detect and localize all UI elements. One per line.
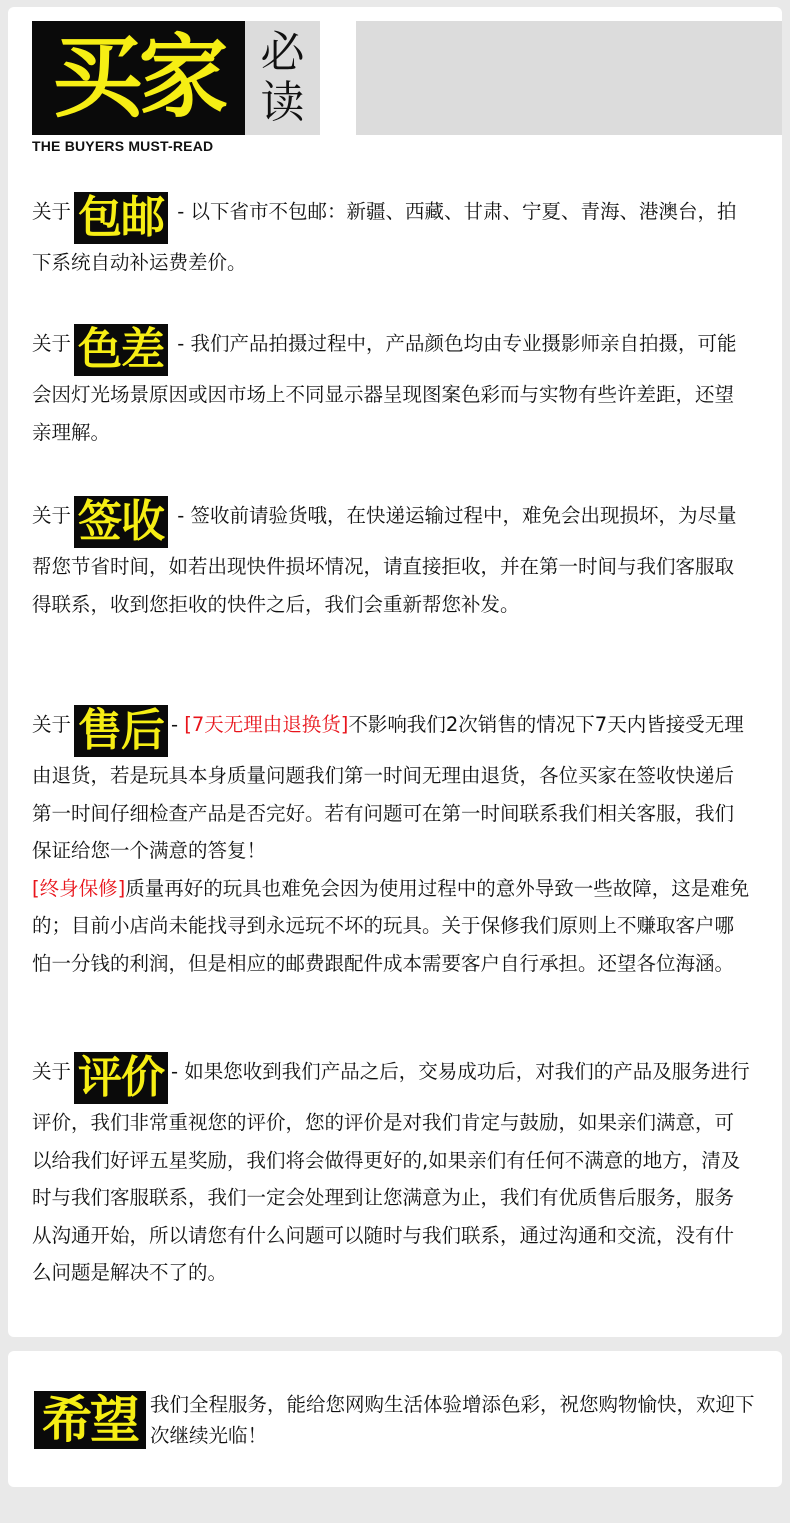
section-prefix: 关于 [32, 1060, 72, 1083]
section-text: 不影响我们2次销售的情况下7天内皆接受无理由退货，若是玩具本身质量问题我们第一时间无理由退货，各位买家在签收快递后第一时间仔细检查产品是否完好。若有问题可在第一时间联系我们相关客服，我们保证给您一个满意的答复！ [32, 713, 744, 862]
section-prefix: 关于 [32, 504, 72, 527]
section-tag: 评价 [74, 1052, 168, 1104]
section-text: - 签收前请验货哦，在快递运输过程中，难免会出现损坏，为尽量帮您节省时间，如若出现快件损坏情况，请直接拒收，并在第一时间与我们客服取得联系，收到您拒收的快件之后，我们会重新帮您补发。 [32, 504, 737, 616]
section-sign-receipt [32, 496, 752, 623]
highlight-lifetime-warranty: [终身保修] [32, 876, 126, 900]
section-after-sales [32, 705, 752, 982]
section-text: - 我们产品拍摄过程中，产品颜色均由专业摄影师亲自拍摄，可能会因灯光场景原因或因市场上不同显示器呈现图案色彩而与实物有些许差距，还望亲理解。 [32, 332, 737, 444]
section-tag: 色差 [74, 324, 168, 376]
footer-text: 我们全程服务，能给您网购生活体验增添色彩，祝您购物愉快，欢迎下次继续光临！ [150, 1393, 755, 1447]
section-tag: 售后 [74, 705, 168, 757]
header-grey-banner [356, 21, 782, 135]
section-review [32, 1052, 752, 1292]
footer-tag: 希望 [34, 1391, 146, 1449]
section-free-shipping [32, 192, 752, 282]
highlight-return-policy: [7天无理由退换货] [184, 713, 349, 736]
section-prefix: 关于 [32, 713, 72, 736]
main-card [8, 7, 782, 1337]
header-subtitle: THE BUYERS MUST-READ [32, 138, 214, 154]
header-must-read [245, 21, 320, 135]
header-must-char-1: 必 [260, 27, 305, 78]
header-title: 买家 [32, 21, 245, 135]
section-tag: 签收 [74, 496, 168, 548]
section-color-difference [32, 324, 752, 451]
section-text: - 以下省市不包邮：新疆、西藏、甘肃、宁夏、青海、港澳台，拍下系统自动补运费差价。 [32, 200, 737, 274]
footer-card [8, 1351, 782, 1487]
section-tag: 包邮 [74, 192, 168, 244]
header-must-char-2: 读 [260, 77, 305, 128]
section-text: - 如果您收到我们产品之后，交易成功后，对我们的产品及服务进行评价，我们非常重视您的评价，您的评价是对我们肯定与鼓励，如果亲们满意，可以给我们好评五星奖励，我们将会做得更好的,如果亲们有任何不满意的地方，清及时与我们客服联系，我们一定会处理到让您满意为止，我们有优质售后服务，服务从沟通开始，所以请您有什么问题可以随时与我们联系，通过沟通和交流，没有什么问题是解决不了的。 [32, 1060, 750, 1284]
section-dash: - [171, 713, 185, 736]
section-text-warranty: 质量再好的玩具也难免会因为使用过程中的意外导致一些故障，这是难免的；目前小店尚未能找寻到永远玩不坏的玩具。关于保修我们原则上不赚取客户哪怕一分钱的利润，但是相应的邮费跟配件成本需要客户自行承担。还望各位海涵。 [32, 876, 750, 975]
section-prefix: 关于 [32, 200, 72, 223]
section-prefix: 关于 [32, 332, 72, 355]
